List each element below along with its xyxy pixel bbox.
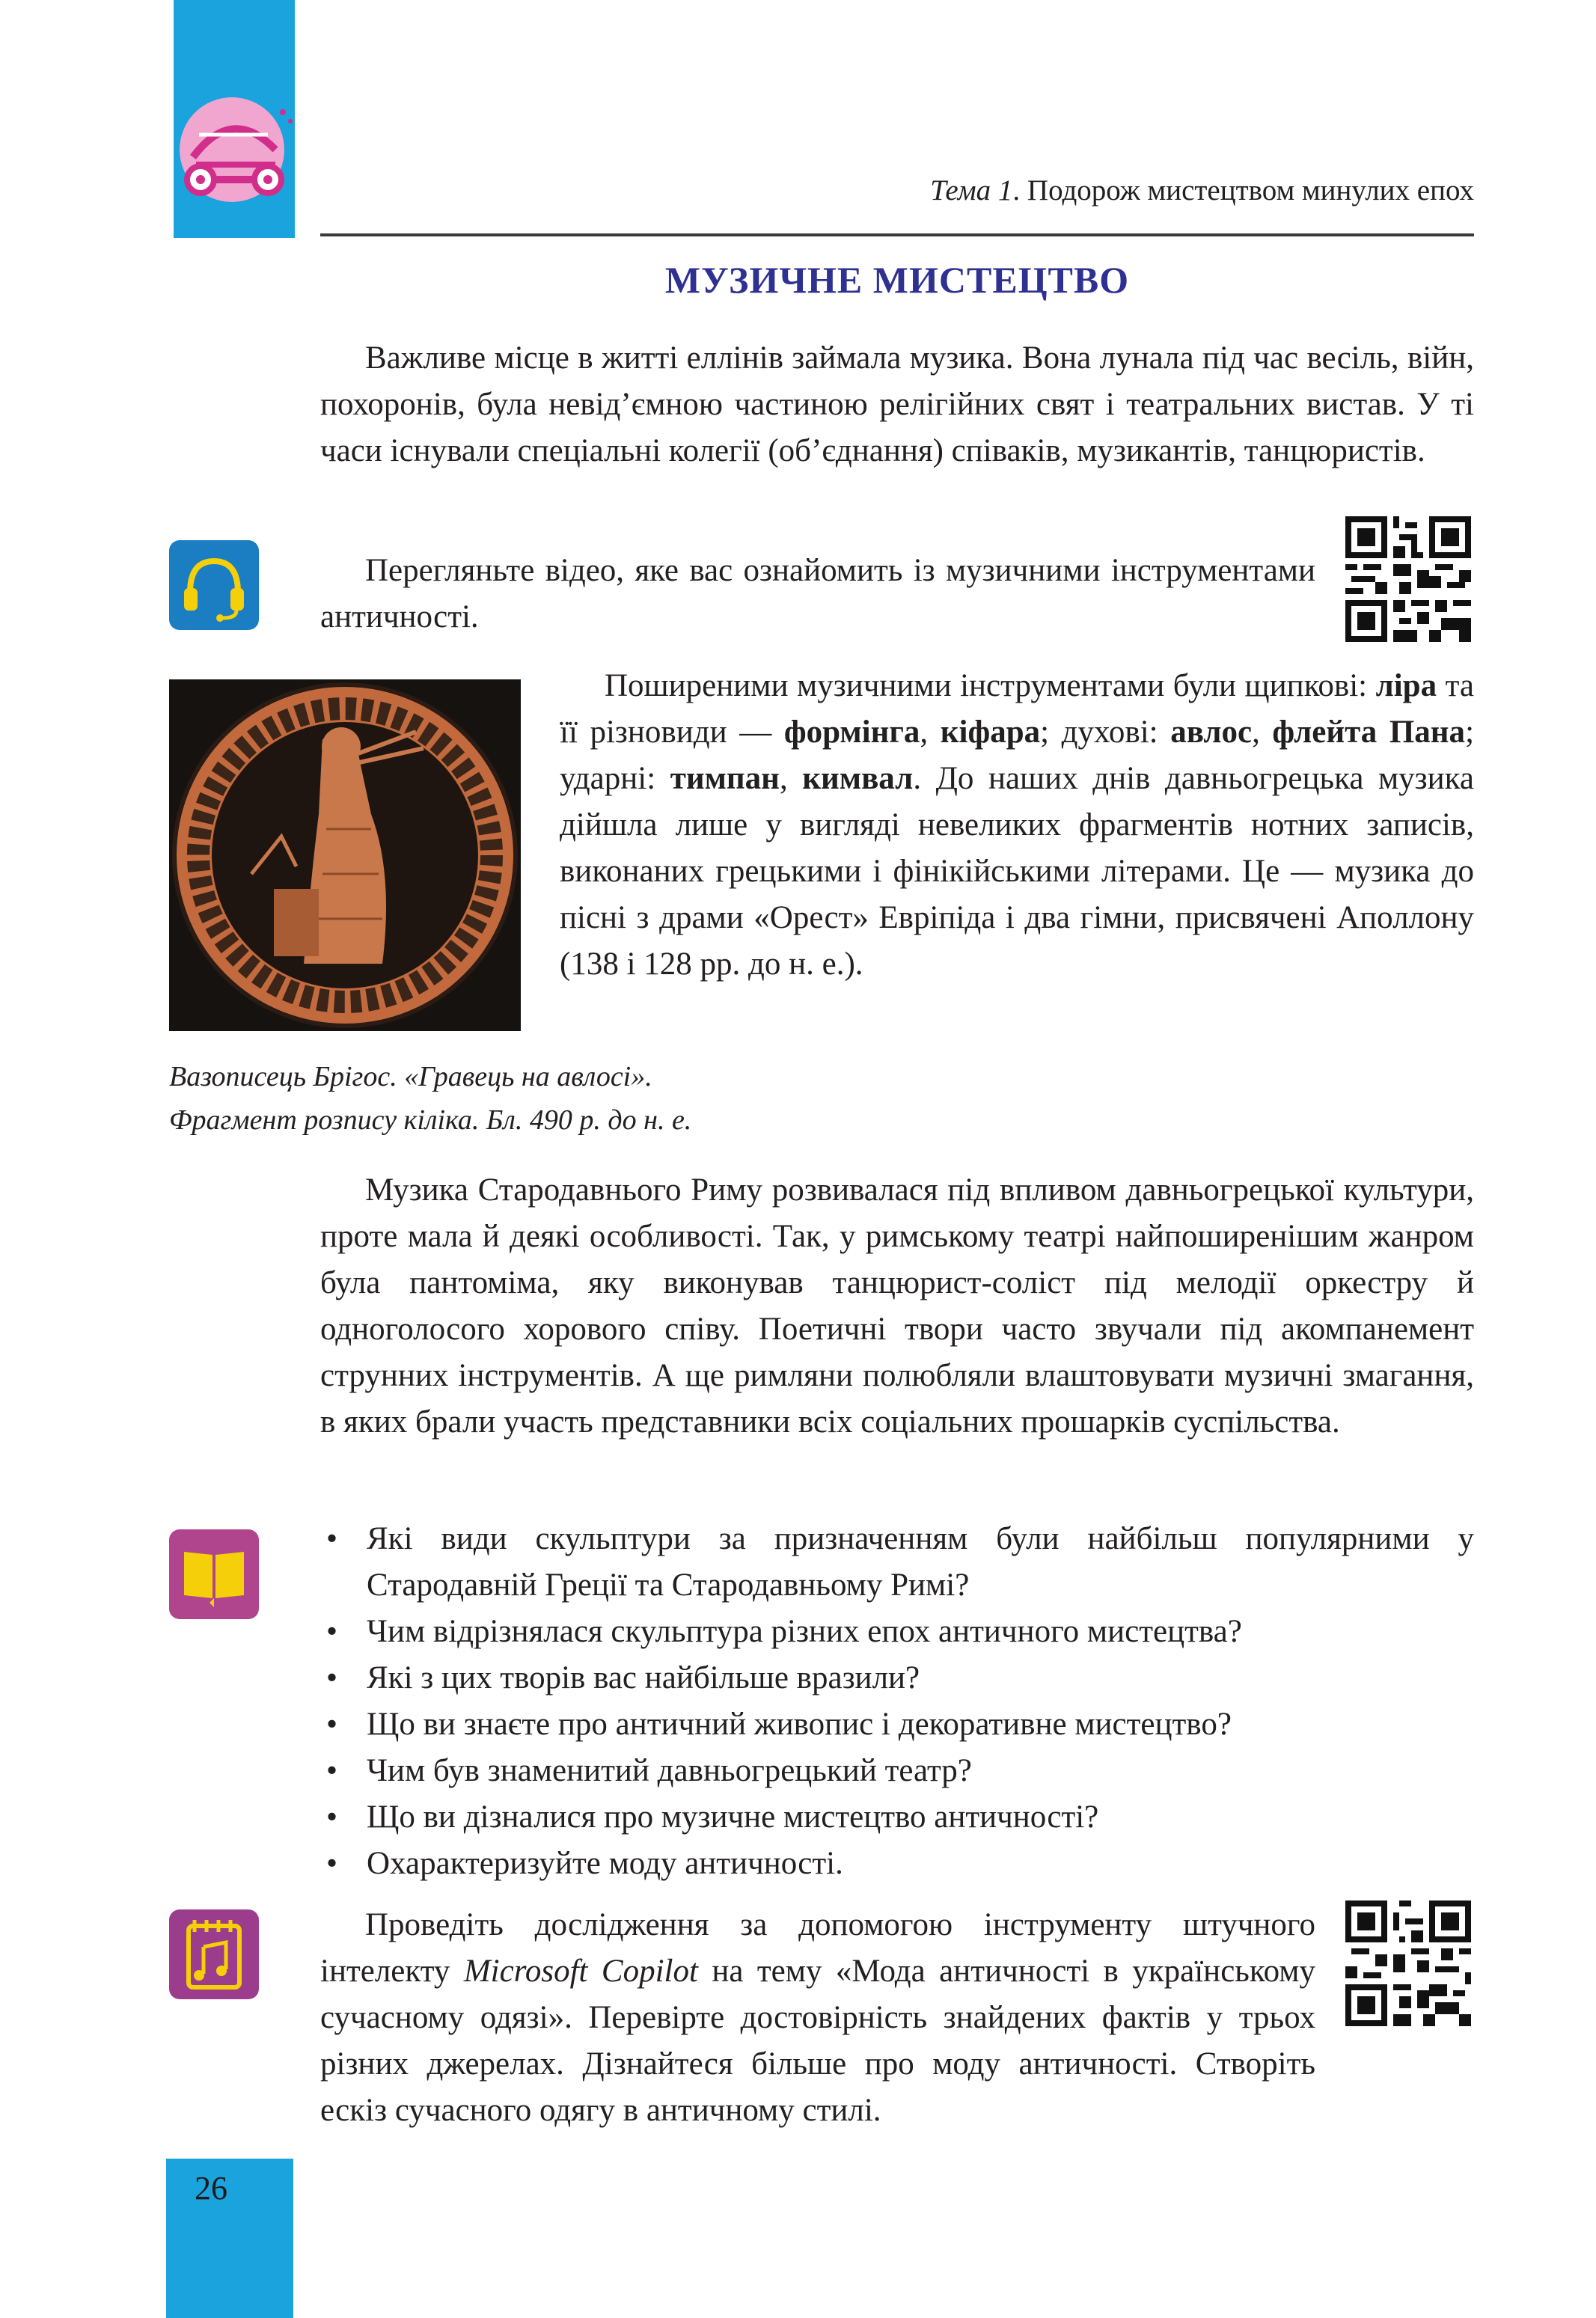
running-head	[930, 174, 1474, 207]
question-item: • Охарактеризуйте моду античності.	[320, 1841, 1474, 1887]
page-tab-bottom	[166, 2159, 293, 2318]
instr-term: авлос	[1170, 715, 1253, 750]
instr-term: формінга	[783, 715, 920, 750]
book-icon	[169, 1529, 259, 1619]
running-head-title: . Подорож мистецтвом минулих епох	[1012, 174, 1474, 207]
instr-term: тимпан	[670, 761, 780, 796]
ionic-capital-logo	[163, 82, 298, 217]
instr-term: кіфара	[940, 715, 1041, 750]
qr-code-research[interactable]	[1345, 1900, 1471, 2026]
video-prompt: Перегляньте відео, яке вас ознайомить із музичними інструментами античності.	[320, 553, 1315, 634]
instr-text: ; духові:	[1040, 715, 1171, 750]
instr-term: ліра	[1375, 668, 1437, 703]
paragraph-rome: Музика Стародавнього Риму розвивалася під впливом давньогрецької культури, проте мала й деякі особливості. Так, у римському театрі найпоширенішим жанром була пантоміма, яку виконував танцюрист-соліст під мелодії оркестру й одноголосого хорового співу. Поетичні твори часто звучали під акомпанемент струнних інструментів. А ще римляни полюбляли влаштовувати музичні змагання, в яких брали участь представники всіх соціальних прошарків суспільства.	[320, 1172, 1474, 1440]
header-rule	[320, 233, 1474, 236]
question-item: • Чим був знаменитий давньогрецький театр?	[320, 1748, 1474, 1794]
instruments-paragraph	[560, 663, 1474, 988]
question-item: • Які з цих творів вас найбільше вразили?	[320, 1655, 1474, 1701]
question-item: • Що ви знаєте про античний живопис і декоративне мистецтво?	[320, 1701, 1474, 1748]
question-item: • Що ви дізналися про музичне мистецтво античності?	[320, 1794, 1474, 1841]
question-item: • Чим відрізнялася скульптура різних епох античного мистецтва?	[320, 1609, 1474, 1655]
qr-code-video[interactable]	[1345, 516, 1471, 642]
notebook-music-icon	[169, 1909, 259, 1999]
instr-text: ,	[779, 761, 803, 796]
research-text: на тему «Мода античності в українському сучасному одязі». Перевірте достовірність знайдених фактів у трьох різних джерелах. Дізнайтеся більше про моду античності. Створіть ескіз сучасного одягу в античному стилі.	[320, 1954, 1315, 2128]
instr-text: ,	[920, 715, 941, 750]
image-caption	[169, 1055, 691, 1142]
question-item: • Які види скульптури за призначенням були найбільш популярними у Стародавній Греції та Стародавньому Римі?	[320, 1516, 1474, 1609]
instr-term: флейта Пана	[1272, 715, 1466, 750]
instr-text: . До наших днів давньогрецька музика дійшла лише у вигляді невеликих фрагментів нотних записів, виконаних грецькими і фінікійськими літерами. Це — музика до пісні з драми «Орест» Евріпіда і два гімни, присвячені Аполлону (138 і 128 рр. до н. е.).	[560, 761, 1474, 982]
ai-tool-name: Microsoft Copilot	[463, 1954, 698, 1989]
section-title: МУЗИЧНЕ МИСТЕЦТВО	[664, 259, 1130, 301]
page-number: 26	[195, 2170, 227, 2207]
instr-text: та її різновиди —	[560, 668, 1474, 750]
headphones-icon	[169, 540, 259, 630]
instr-text: ,	[1252, 715, 1273, 750]
running-head-topic: Тема 1	[930, 174, 1013, 207]
research-paragraph-top	[320, 1902, 1315, 2134]
caption-line-1: Вазописець Брігос. «Гравець на авлосі».	[169, 1061, 652, 1092]
instr-text: ; ударні:	[560, 715, 1475, 796]
aulos-player-kylix-image	[169, 679, 521, 1031]
questions-list	[320, 1516, 1474, 1887]
instr-text: Поширеними музичними інструментами були щипкові:	[605, 668, 1376, 703]
research-text: Проведіть дослідження за допомогою інструменту штучного інтелекту	[320, 1907, 1315, 1989]
caption-line-2: Фрагмент розпису кіліка. Бл. 490 р. до н. е.	[169, 1104, 692, 1136]
paragraph-intro: Важливе місце в житті еллінів займала музика. Вона лунала під час весіль, війн, похоронів, була невід’ємною частиною релігійних свят і театральних вистав. У ті часи існували спеціальні колегії (об’єднання) співаків, музикантів, танцюристів.	[320, 340, 1474, 468]
instr-term: кимвал	[802, 761, 914, 796]
